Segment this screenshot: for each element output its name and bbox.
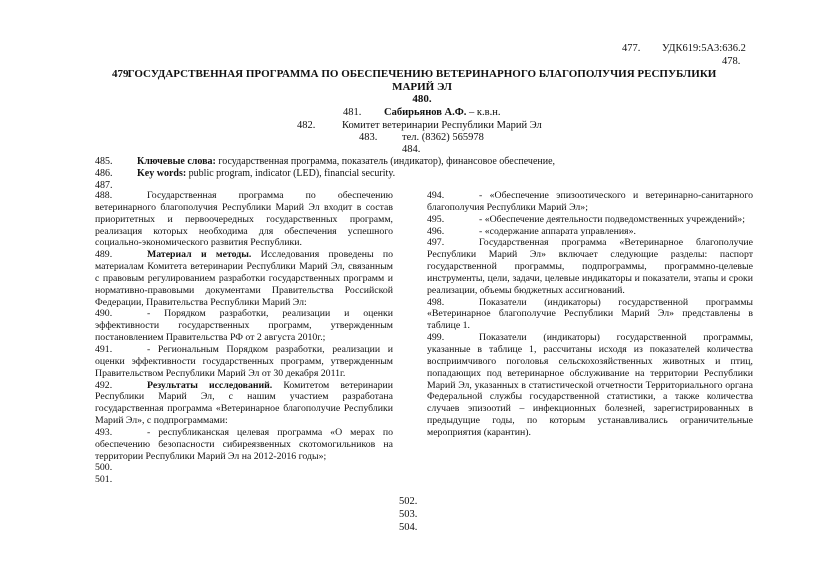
paragraph [427, 332, 753, 439]
line-number: 493. [95, 426, 113, 438]
paragraph-text: - «содержание аппарата управления». [479, 225, 636, 237]
paragraph-text: - Порядком разработки, реализации и оценки эффективности государственных программ, утвержденным постановлением Правительства РФ от 2 августа 2010г.; [95, 308, 393, 344]
line-number: 495. [427, 213, 445, 225]
paragraph [95, 344, 393, 380]
paragraph [95, 190, 393, 249]
line-number: 502. [399, 496, 418, 507]
left-column [95, 190, 393, 486]
line-number: 482. [297, 120, 316, 131]
line-number: 500. [95, 462, 113, 474]
line-number: 486. [95, 168, 113, 179]
paragraph-text: Исследования проведены по материалам Комитета ветеринарии Республики Марий Эл, связанным с правовым регулированием разработки государственных программ и нормативно-правовыми документами Правительства Российской Федерации, Правительства Республики Марий Эл: [95, 249, 393, 308]
article-title [112, 68, 732, 106]
paragraph-text: - «Обеспечение эпизоотического и ветеринарно-санитарного благополучия Республики Марий Эл»; [427, 190, 753, 213]
line-number: 485. [95, 156, 113, 167]
section-heading: Результаты исследований. [147, 379, 273, 391]
paragraph-text: Государственная программа по обеспечению ветеринарного благополучия Республики Марий Эл входит в состав приоритетных и первоочередных государственных программ, реализация которых необходима для обеспечения успешного социально-экономического развития Республики. [95, 190, 393, 249]
paragraph-text: Комитетом ветеринарии Республики Марий Эл, с нашим участием разработана государственная программа «Ветеринарное благополучие Республики Марий Эл», с подпрограммами: [95, 379, 393, 427]
line-number: 503. [399, 509, 418, 520]
line-number: 491. [95, 343, 113, 355]
paragraph [427, 226, 753, 238]
title-line-1: ГОСУДАРСТВЕННАЯ ПРОГРАММА ПО ОБЕСПЕЧЕНИЮ ВЕТЕРИНАРНОГО БЛАГОПОЛУЧИЯ РЕСПУБЛИКИ [127, 68, 717, 80]
paragraph [427, 214, 753, 226]
paragraph-text: - Региональным Порядком разработки, реализации и оценки эффективности государственных программ, утвержденным Правительством Республики Марий Эл от 30 декабря 2011г. [95, 343, 393, 379]
paragraph-text: Показатели (индикаторы) государственной программы, указанные в таблице 1, рассчитаны исходя из показателей количества восприимчивого поголовья сельскохозяйственных животных и птиц, попадающих под ветеринарное обслуживание на территории Республики Марий Эл, указанных в статистической отчетности Территориального органа Федеральной службы государственной статистики, а также количества случаев эпизоотий – инфекционных болезней, зарегистрированных в предыдущие годы, по которым устанавливались ограничительные мероприятия (карантин). [427, 332, 753, 438]
paragraph [95, 249, 393, 308]
paragraph [95, 462, 393, 474]
paragraph [95, 308, 393, 344]
keywords-en [137, 168, 395, 180]
line-number: 480. [412, 93, 432, 105]
right-column [427, 190, 753, 439]
keywords-ru [137, 156, 555, 168]
line-number: 483. [359, 132, 378, 143]
line-number: 504. [399, 522, 418, 533]
paragraph [427, 190, 753, 214]
line-number: 478. [722, 56, 741, 67]
paragraph [95, 474, 393, 486]
author-degree: – к.в.н. [466, 107, 501, 118]
line-number: 481. [343, 107, 362, 118]
line-number: 494. [427, 190, 445, 201]
line-number: 496. [427, 225, 445, 237]
keywords-ru-label: Ключевые слова: [137, 156, 216, 167]
line-number: 498. [427, 296, 445, 308]
section-heading: Материал и методы. [147, 249, 252, 261]
paragraph [95, 427, 393, 463]
line-number: 477. [622, 43, 641, 54]
line-number: 501. [95, 474, 113, 486]
paragraph-text: - «Обеспечение деятельности подведомственных учреждений»; [479, 213, 745, 225]
keywords-en-label: Key words: [137, 168, 187, 179]
udc-code: УДК619:5А3:636.2 [662, 43, 746, 54]
line-number: 499. [427, 332, 445, 344]
line-number: 487. [95, 180, 113, 191]
author-line [384, 107, 500, 119]
line-number: 492. [95, 379, 113, 391]
line-number: 479. [112, 68, 132, 80]
line-number: 489. [95, 249, 113, 261]
line-number: 488. [95, 190, 113, 201]
paragraph [427, 297, 753, 333]
phone: тел. (8362) 565978 [402, 132, 484, 143]
organization: Комитет ветеринарии Республики Марий Эл [342, 120, 542, 131]
author-name: Сабирьянов А.Ф. [384, 107, 467, 118]
keywords-en-text: public program, indicator (LED), financial security. [186, 168, 396, 179]
line-number: 484. [402, 144, 421, 155]
title-line-2: МАРИЙ ЭЛ [392, 80, 452, 93]
paragraph-text: Показатели (индикаторы) государственной программы «Ветеринарное благополучие Республики Марий Эл» представлены в таблице 1. [427, 296, 753, 332]
paragraph-text: - республиканская целевая программа «О мерах по обеспечению безопасности сибиреязвенных скотомогильников на территории Республики Марий Эл на 2012-2016 годы»; [95, 426, 393, 462]
keywords-ru-text: государственная программа, показатель (индикатор), финансовое обеспечение, [215, 156, 556, 167]
line-number: 490. [95, 308, 113, 320]
paragraph-text: Государственная программа «Ветеринарное благополучие Республики Марий Эл» включает следующие разделы: паспорт государственной программы, подпрограммы, программно-целевые инструменты, цели, задачи, целевые индикаторы и показатели, этапы и сроки реализации, объемы бюджетных ассигнований. [427, 237, 753, 296]
paragraph [427, 237, 753, 296]
paragraph [95, 380, 393, 427]
line-number: 497. [427, 237, 445, 249]
